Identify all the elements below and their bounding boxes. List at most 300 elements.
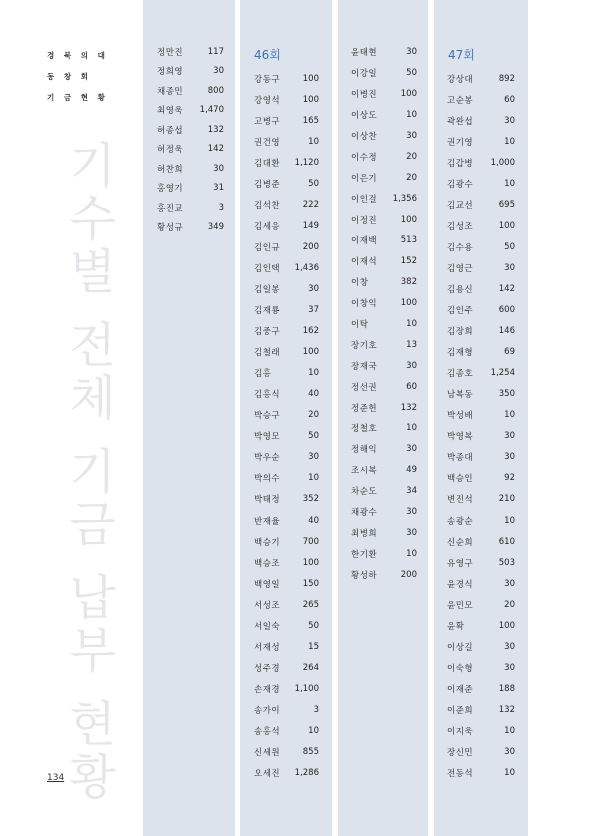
donor-row: [351, 376, 417, 397]
donation-amount: 100: [498, 220, 515, 231]
donor-row: [447, 636, 515, 657]
donor-name: 최병희: [351, 528, 378, 539]
donor-name: 이지욱: [447, 726, 474, 737]
donation-amount: 1,286: [294, 768, 319, 779]
donor-row: [157, 159, 224, 179]
donor-row: [254, 426, 319, 447]
donor-name: 전동석: [447, 769, 474, 780]
donation-amount: 40: [308, 389, 319, 400]
donor-row: [447, 531, 515, 552]
donation-amount: 30: [504, 262, 515, 273]
donor-name: 박종대: [447, 453, 474, 464]
donor-row: [254, 573, 319, 594]
donor-name: 이병진: [351, 90, 378, 101]
donation-amount: 117: [207, 46, 224, 57]
donor-row: [254, 657, 319, 678]
donation-amount: 60: [406, 381, 417, 392]
donor-row: [157, 42, 224, 62]
donor-row: [447, 300, 515, 321]
donor-name: 김영근: [447, 263, 474, 274]
donor-list: [240, 68, 332, 780]
donor-row: [254, 531, 319, 552]
donation-amount: 30: [213, 66, 224, 77]
donation-amount: 10: [406, 548, 417, 559]
donor-row: [351, 481, 417, 502]
donation-amount: 50: [504, 241, 515, 252]
donor-name: 고순봉: [447, 95, 474, 106]
donor-name: 김인주: [447, 306, 474, 317]
donor-name: 황성하: [351, 570, 378, 581]
donor-row: [157, 101, 224, 121]
donor-name: 김일봉: [254, 284, 281, 295]
donor-row: [254, 763, 319, 784]
donor-name: 강영석: [254, 95, 281, 106]
donor-row: [254, 720, 319, 741]
donor-name: 정해익: [351, 445, 378, 456]
donor-row: [351, 146, 417, 167]
donation-amount: 100: [302, 347, 319, 358]
donor-name: 윤확: [447, 621, 465, 632]
sidebar: [0, 0, 143, 836]
donor-name: 김세응: [254, 221, 281, 232]
donation-amount: 503: [498, 557, 515, 568]
donation-amount: 30: [406, 444, 417, 455]
donor-name: 한기환: [351, 549, 378, 560]
donation-amount: 165: [302, 115, 319, 126]
donor-row: [157, 198, 224, 218]
donor-row: [254, 510, 319, 531]
donor-name: 윤민모: [447, 600, 474, 611]
donor-row: [447, 720, 515, 741]
donor-row: [254, 173, 319, 194]
donor-name: 장신민: [447, 748, 474, 759]
donation-amount: 1,254: [490, 368, 515, 379]
donor-name: 장기호: [351, 340, 378, 351]
vertical-page-title: 기수별 전체 기금 납부 현황: [60, 140, 116, 805]
donor-name: 김홍식: [254, 390, 281, 401]
donation-amount: 10: [308, 136, 319, 147]
donation-amount: 20: [308, 410, 319, 421]
donor-row: [254, 194, 319, 215]
donor-list: [143, 42, 235, 234]
donor-row: [254, 468, 319, 489]
donor-row: [157, 179, 224, 199]
donor-name: 박영복: [447, 432, 474, 443]
donor-row: [254, 489, 319, 510]
donor-name: 황성규: [157, 223, 184, 234]
donor-name: 장재국: [351, 361, 378, 372]
donor-row: [351, 502, 417, 523]
donor-row: [254, 110, 319, 131]
donor-column-3: [338, 0, 428, 836]
donor-row: [351, 564, 417, 585]
donor-row: [351, 522, 417, 543]
donor-row: [351, 126, 417, 147]
donor-name: 김인규: [254, 242, 281, 253]
donation-amount: 100: [400, 214, 417, 225]
donor-name: 김교선: [447, 200, 474, 211]
donation-amount: 50: [308, 620, 319, 631]
donor-name: 백승기: [254, 537, 281, 548]
donor-name: 고병구: [254, 116, 281, 127]
donation-amount: 352: [302, 494, 319, 505]
donor-column-1: [143, 0, 235, 836]
donor-name: 허찬희: [157, 164, 184, 175]
donor-name: 이은기: [351, 173, 378, 184]
donor-name: 김홍: [254, 369, 272, 380]
donor-name: 이숙형: [447, 663, 474, 674]
donor-row: [254, 89, 319, 110]
donor-name: 이재백: [351, 236, 378, 247]
donation-amount: 10: [504, 725, 515, 736]
donation-amount: 34: [406, 486, 417, 497]
donor-row: [351, 355, 417, 376]
donation-amount: 30: [504, 115, 515, 126]
donation-amount: 350: [498, 389, 515, 400]
donor-name: 송홍석: [254, 726, 281, 737]
donor-row: [254, 131, 319, 152]
donor-row: [447, 468, 515, 489]
donor-name: 백영일: [254, 579, 281, 590]
donor-row: [447, 510, 515, 531]
donor-name: 서성조: [254, 600, 281, 611]
donor-name: 송가이: [254, 705, 281, 716]
donation-amount: 222: [302, 199, 319, 210]
donor-row: [254, 152, 319, 173]
donor-name: 이탁: [351, 320, 369, 331]
donor-name: 반재율: [254, 516, 281, 527]
donation-amount: 132: [207, 124, 224, 135]
donation-amount: 30: [308, 452, 319, 463]
section-title-line: 경 북 의 대: [47, 51, 109, 60]
donation-amount: 50: [308, 431, 319, 442]
donation-amount: 30: [308, 283, 319, 294]
donation-amount: 31: [213, 183, 224, 194]
donation-amount: 10: [504, 515, 515, 526]
session-heading: 46회: [254, 48, 281, 62]
donor-row: [254, 68, 319, 89]
donation-amount: 10: [504, 410, 515, 421]
donor-name: 신순희: [447, 537, 474, 548]
donor-name: 박영모: [254, 432, 281, 443]
donation-amount: 10: [406, 319, 417, 330]
donor-row: [447, 278, 515, 299]
donation-amount: 1,000: [490, 157, 515, 168]
donation-amount: 3: [218, 202, 224, 213]
donation-amount: 30: [406, 131, 417, 141]
donor-name: 김대환: [254, 158, 281, 169]
donation-amount: 10: [504, 136, 515, 147]
donor-name: 이상길: [447, 642, 474, 653]
donation-amount: 10: [504, 178, 515, 189]
donor-name: 정철호: [351, 424, 378, 435]
donation-amount: 349: [207, 222, 224, 233]
donor-name: 이정진: [351, 215, 378, 226]
donation-amount: 800: [207, 85, 224, 96]
donation-amount: 152: [400, 256, 417, 267]
donation-amount: 10: [308, 725, 319, 736]
donor-name: 백승조: [254, 558, 281, 569]
donor-row: [447, 131, 515, 152]
donor-row: [254, 215, 319, 236]
donor-name: 조시복: [351, 466, 378, 477]
donor-name: 강동구: [254, 74, 281, 85]
donor-row: [447, 678, 515, 699]
donor-name: 정준헌: [351, 403, 378, 414]
donor-row: [447, 699, 515, 720]
donation-amount: 382: [400, 277, 417, 288]
donor-row: [351, 439, 417, 460]
donation-amount: 100: [400, 298, 417, 309]
donor-name: 김철래: [254, 348, 281, 359]
section-title-line: 기 금 현 황: [47, 93, 109, 102]
donor-row: [351, 209, 417, 230]
donor-name: 이창: [351, 278, 369, 289]
donor-name: 허정욱: [157, 145, 184, 156]
donor-name: 김갑병: [447, 158, 474, 169]
donor-name: 권건영: [254, 137, 281, 148]
donor-name: 이상도: [351, 111, 378, 122]
donor-row: [351, 334, 417, 355]
donor-name: 강상대: [447, 74, 474, 85]
donor-row: [447, 489, 515, 510]
donor-row: [351, 230, 417, 251]
donor-name: 권기영: [447, 137, 474, 148]
donor-row: [254, 615, 319, 636]
donor-row: [157, 218, 224, 238]
donor-row: [254, 594, 319, 615]
donor-name: 이재준: [447, 684, 474, 695]
donor-name: 김인택: [254, 263, 281, 274]
donor-name: 김중구: [254, 327, 281, 338]
donor-name: 김재형: [447, 348, 474, 359]
donation-amount: 695: [498, 199, 515, 210]
donor-row: [254, 678, 319, 699]
donation-amount: 13: [406, 339, 417, 350]
donor-column-4: [434, 0, 528, 836]
donor-column-2: [240, 0, 332, 836]
donation-amount: 146: [498, 326, 515, 337]
donor-row: [447, 405, 515, 426]
donor-row: [447, 342, 515, 363]
donor-row: [447, 742, 515, 763]
donation-amount: 30: [504, 641, 515, 652]
donor-name: 허종섭: [157, 125, 184, 136]
donor-name: 박우순: [254, 453, 281, 464]
donation-amount: 264: [302, 662, 319, 673]
donor-row: [447, 594, 515, 615]
donation-amount: 600: [498, 305, 515, 316]
donor-name: 정만진: [157, 47, 184, 58]
page-number: 134: [47, 773, 65, 783]
donation-amount: 132: [400, 402, 417, 413]
donor-name: 손재경: [254, 684, 281, 695]
donor-name: 윤태현: [351, 48, 378, 59]
donor-row: [254, 742, 319, 763]
donor-name: 김석찬: [254, 200, 281, 211]
donor-row: [447, 215, 515, 236]
donation-amount: 855: [302, 747, 319, 758]
donation-amount: 10: [504, 768, 515, 779]
donor-name: 홍진교: [157, 203, 184, 214]
donor-row: [447, 447, 515, 468]
donor-name: 이창익: [351, 299, 378, 310]
donor-row: [254, 405, 319, 426]
donor-row: [447, 552, 515, 573]
donation-amount: 513: [400, 235, 417, 246]
donation-amount: 50: [308, 178, 319, 189]
donor-row: [254, 384, 319, 405]
donor-name: 남복동: [447, 390, 474, 401]
donor-row: [351, 418, 417, 439]
donor-name: 김광수: [447, 179, 474, 190]
donation-amount: 100: [302, 557, 319, 568]
donor-row: [254, 278, 319, 299]
donor-row: [447, 321, 515, 342]
donation-amount: 1,470: [199, 105, 224, 116]
donation-amount: 610: [498, 536, 515, 547]
donor-name: 채광수: [351, 508, 378, 519]
section-title: [47, 45, 108, 108]
donor-name: 이수정: [351, 152, 378, 163]
donor-name: 박의수: [254, 474, 281, 485]
donor-row: [351, 84, 417, 105]
donor-name: 정선권: [351, 382, 378, 393]
donor-row: [447, 194, 515, 215]
donor-list: [434, 68, 528, 780]
donor-row: [351, 105, 417, 126]
donor-name: 윤경식: [447, 579, 474, 590]
donor-row: [351, 251, 417, 272]
donor-name: 박성배: [447, 411, 474, 422]
donor-name: 변진석: [447, 495, 474, 506]
donation-amount: 188: [498, 683, 515, 694]
donor-row: [447, 615, 515, 636]
donor-row: [447, 426, 515, 447]
donor-row: [447, 173, 515, 194]
donor-name: 이강일: [351, 69, 378, 80]
donor-row: [447, 573, 515, 594]
donor-row: [447, 89, 515, 110]
donor-name: 백승인: [447, 474, 474, 485]
donation-amount: 15: [308, 641, 319, 652]
donation-amount: 1,100: [294, 683, 319, 694]
donor-row: [351, 314, 417, 335]
donor-row: [157, 140, 224, 160]
donor-row: [254, 447, 319, 468]
donation-amount: 700: [302, 536, 319, 547]
donor-row: [254, 552, 319, 573]
donation-amount: 892: [498, 73, 515, 84]
donor-name: 유영구: [447, 558, 474, 569]
donation-amount: 142: [498, 283, 515, 294]
donation-amount: 1,120: [294, 157, 319, 168]
donation-amount: 10: [406, 423, 417, 434]
donation-amount: 20: [406, 151, 417, 162]
donation-amount: 30: [504, 578, 515, 589]
donation-amount: 69: [504, 347, 515, 358]
donor-name: 곽완섭: [447, 116, 474, 127]
donor-row: [254, 699, 319, 720]
donor-name: 이준희: [447, 705, 474, 716]
donation-amount: 100: [498, 620, 515, 631]
donation-amount: 30: [406, 507, 417, 518]
donation-amount: 20: [504, 599, 515, 610]
donation-amount: 162: [302, 326, 319, 337]
donor-row: [351, 63, 417, 84]
donor-row: [447, 384, 515, 405]
donor-name: 김재룡: [254, 306, 281, 317]
donation-amount: 30: [213, 163, 224, 174]
donation-amount: 10: [406, 110, 417, 121]
donor-name: 이인걸: [351, 194, 378, 205]
donor-row: [447, 657, 515, 678]
donation-amount: 37: [308, 305, 319, 316]
donation-amount: 3: [313, 704, 319, 715]
donor-row: [157, 62, 224, 82]
donor-row: [254, 342, 319, 363]
donor-name: 최영욱: [157, 106, 184, 117]
donor-name: 박승구: [254, 411, 281, 422]
donor-name: 김수용: [447, 242, 474, 253]
donation-amount: 132: [498, 704, 515, 715]
donation-amount: 30: [406, 360, 417, 371]
donor-row: [254, 636, 319, 657]
donor-name: 박태정: [254, 495, 281, 506]
donation-amount: 100: [302, 94, 319, 105]
donor-name: 김종호: [447, 369, 474, 380]
donor-name: 신세원: [254, 748, 281, 759]
donor-row: [254, 300, 319, 321]
donor-row: [351, 543, 417, 564]
donor-name: 성주경: [254, 663, 281, 674]
donation-amount: 200: [302, 241, 319, 252]
donation-amount: 10: [308, 368, 319, 379]
donor-row: [254, 236, 319, 257]
donor-row: [254, 321, 319, 342]
donation-amount: 200: [400, 569, 417, 580]
donor-row: [157, 81, 224, 101]
donor-name: 차순도: [351, 487, 378, 498]
donor-row: [447, 236, 515, 257]
donation-amount: 10: [308, 473, 319, 484]
donation-amount: 30: [504, 662, 515, 673]
donor-row: [351, 397, 417, 418]
donor-name: 정희영: [157, 67, 184, 78]
donation-amount: 30: [504, 747, 515, 758]
donation-amount: 49: [406, 465, 417, 476]
donation-amount: 50: [406, 68, 417, 79]
donor-name: 채종민: [157, 86, 184, 97]
section-title-line: 동 창 회: [47, 72, 92, 81]
donor-name: 홍영기: [157, 184, 184, 195]
donation-amount: 40: [308, 515, 319, 526]
donor-name: 이재석: [351, 257, 378, 268]
donation-amount: 60: [504, 94, 515, 105]
donation-amount: 100: [302, 73, 319, 84]
session-heading: 47회: [448, 48, 475, 62]
donation-amount: 30: [504, 452, 515, 463]
donation-amount: 92: [504, 473, 515, 484]
donor-row: [157, 120, 224, 140]
donor-row: [447, 257, 515, 278]
donor-row: [351, 272, 417, 293]
donor-name: 서일숙: [254, 621, 281, 632]
donor-name: 오세진: [254, 769, 281, 780]
donor-name: 이상찬: [351, 132, 378, 142]
donation-amount: 1,356: [392, 193, 417, 204]
donor-name: 김용신: [447, 284, 474, 295]
